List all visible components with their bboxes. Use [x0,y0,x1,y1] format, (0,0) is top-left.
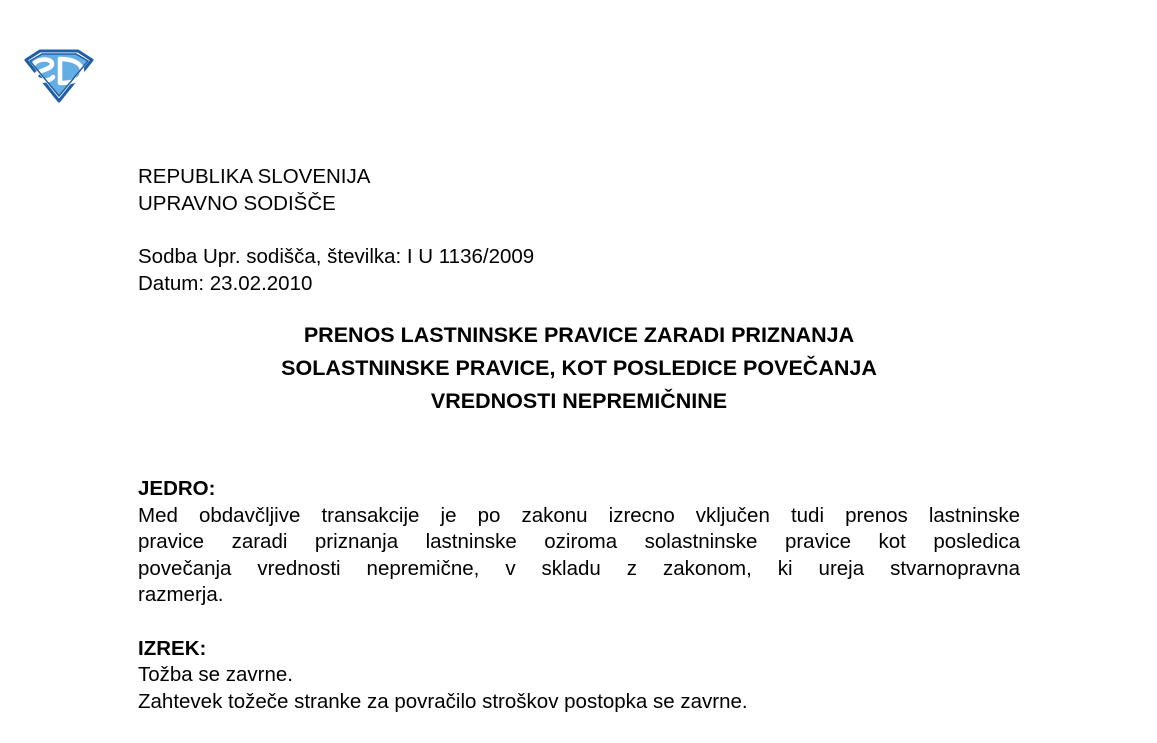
jedro-heading: JEDRO: [138,477,216,500]
case-date: Datum: 23.02.2010 [138,271,313,295]
header-republic: REPUBLIKA SLOVENIJA [138,165,371,188]
jedro-line: razmerja. [138,583,224,606]
case-number: Sodba Upr. sodišča, številka: I U 1136/2009 [138,245,535,268]
jedro-line: Med obdavčljive transakcije je po zakonu izrecno vključen tudi prenos lastninske [138,503,1020,527]
court-logo [22,48,96,104]
jedro-line: pravice zaradi priznanja lastninske oziroma solastninske pravice kot posledica [138,530,1020,553]
izrek-line-1: Tožba se zavrne. [138,663,293,686]
jedro-paragraph [138,503,1020,609]
document-body [138,164,1020,715]
sd-shield-icon [22,48,96,104]
jedro-line: povečanja vrednosti nepremične, v skladu z zakonom, ki ureja stvarnopravna [138,556,1020,580]
title-line-3: VREDNOSTI NEPREMIČNINE [430,389,728,413]
izrek-heading: IZREK: [138,636,207,660]
title-line-2: SOLASTNINSKE PRAVICE, KOT POSLEDICE POVEČANJA [281,356,877,380]
izrek-line-2: Zahtevek tožeče stranke za povračilo stroškov postopka se zavrne. [138,689,748,713]
document-title [138,319,1020,418]
title-line-1: PRENOS LASTNINSKE PRAVICE ZARADI PRIZNANJA [303,323,855,347]
header-court: UPRAVNO SODIŠČE [138,191,336,215]
